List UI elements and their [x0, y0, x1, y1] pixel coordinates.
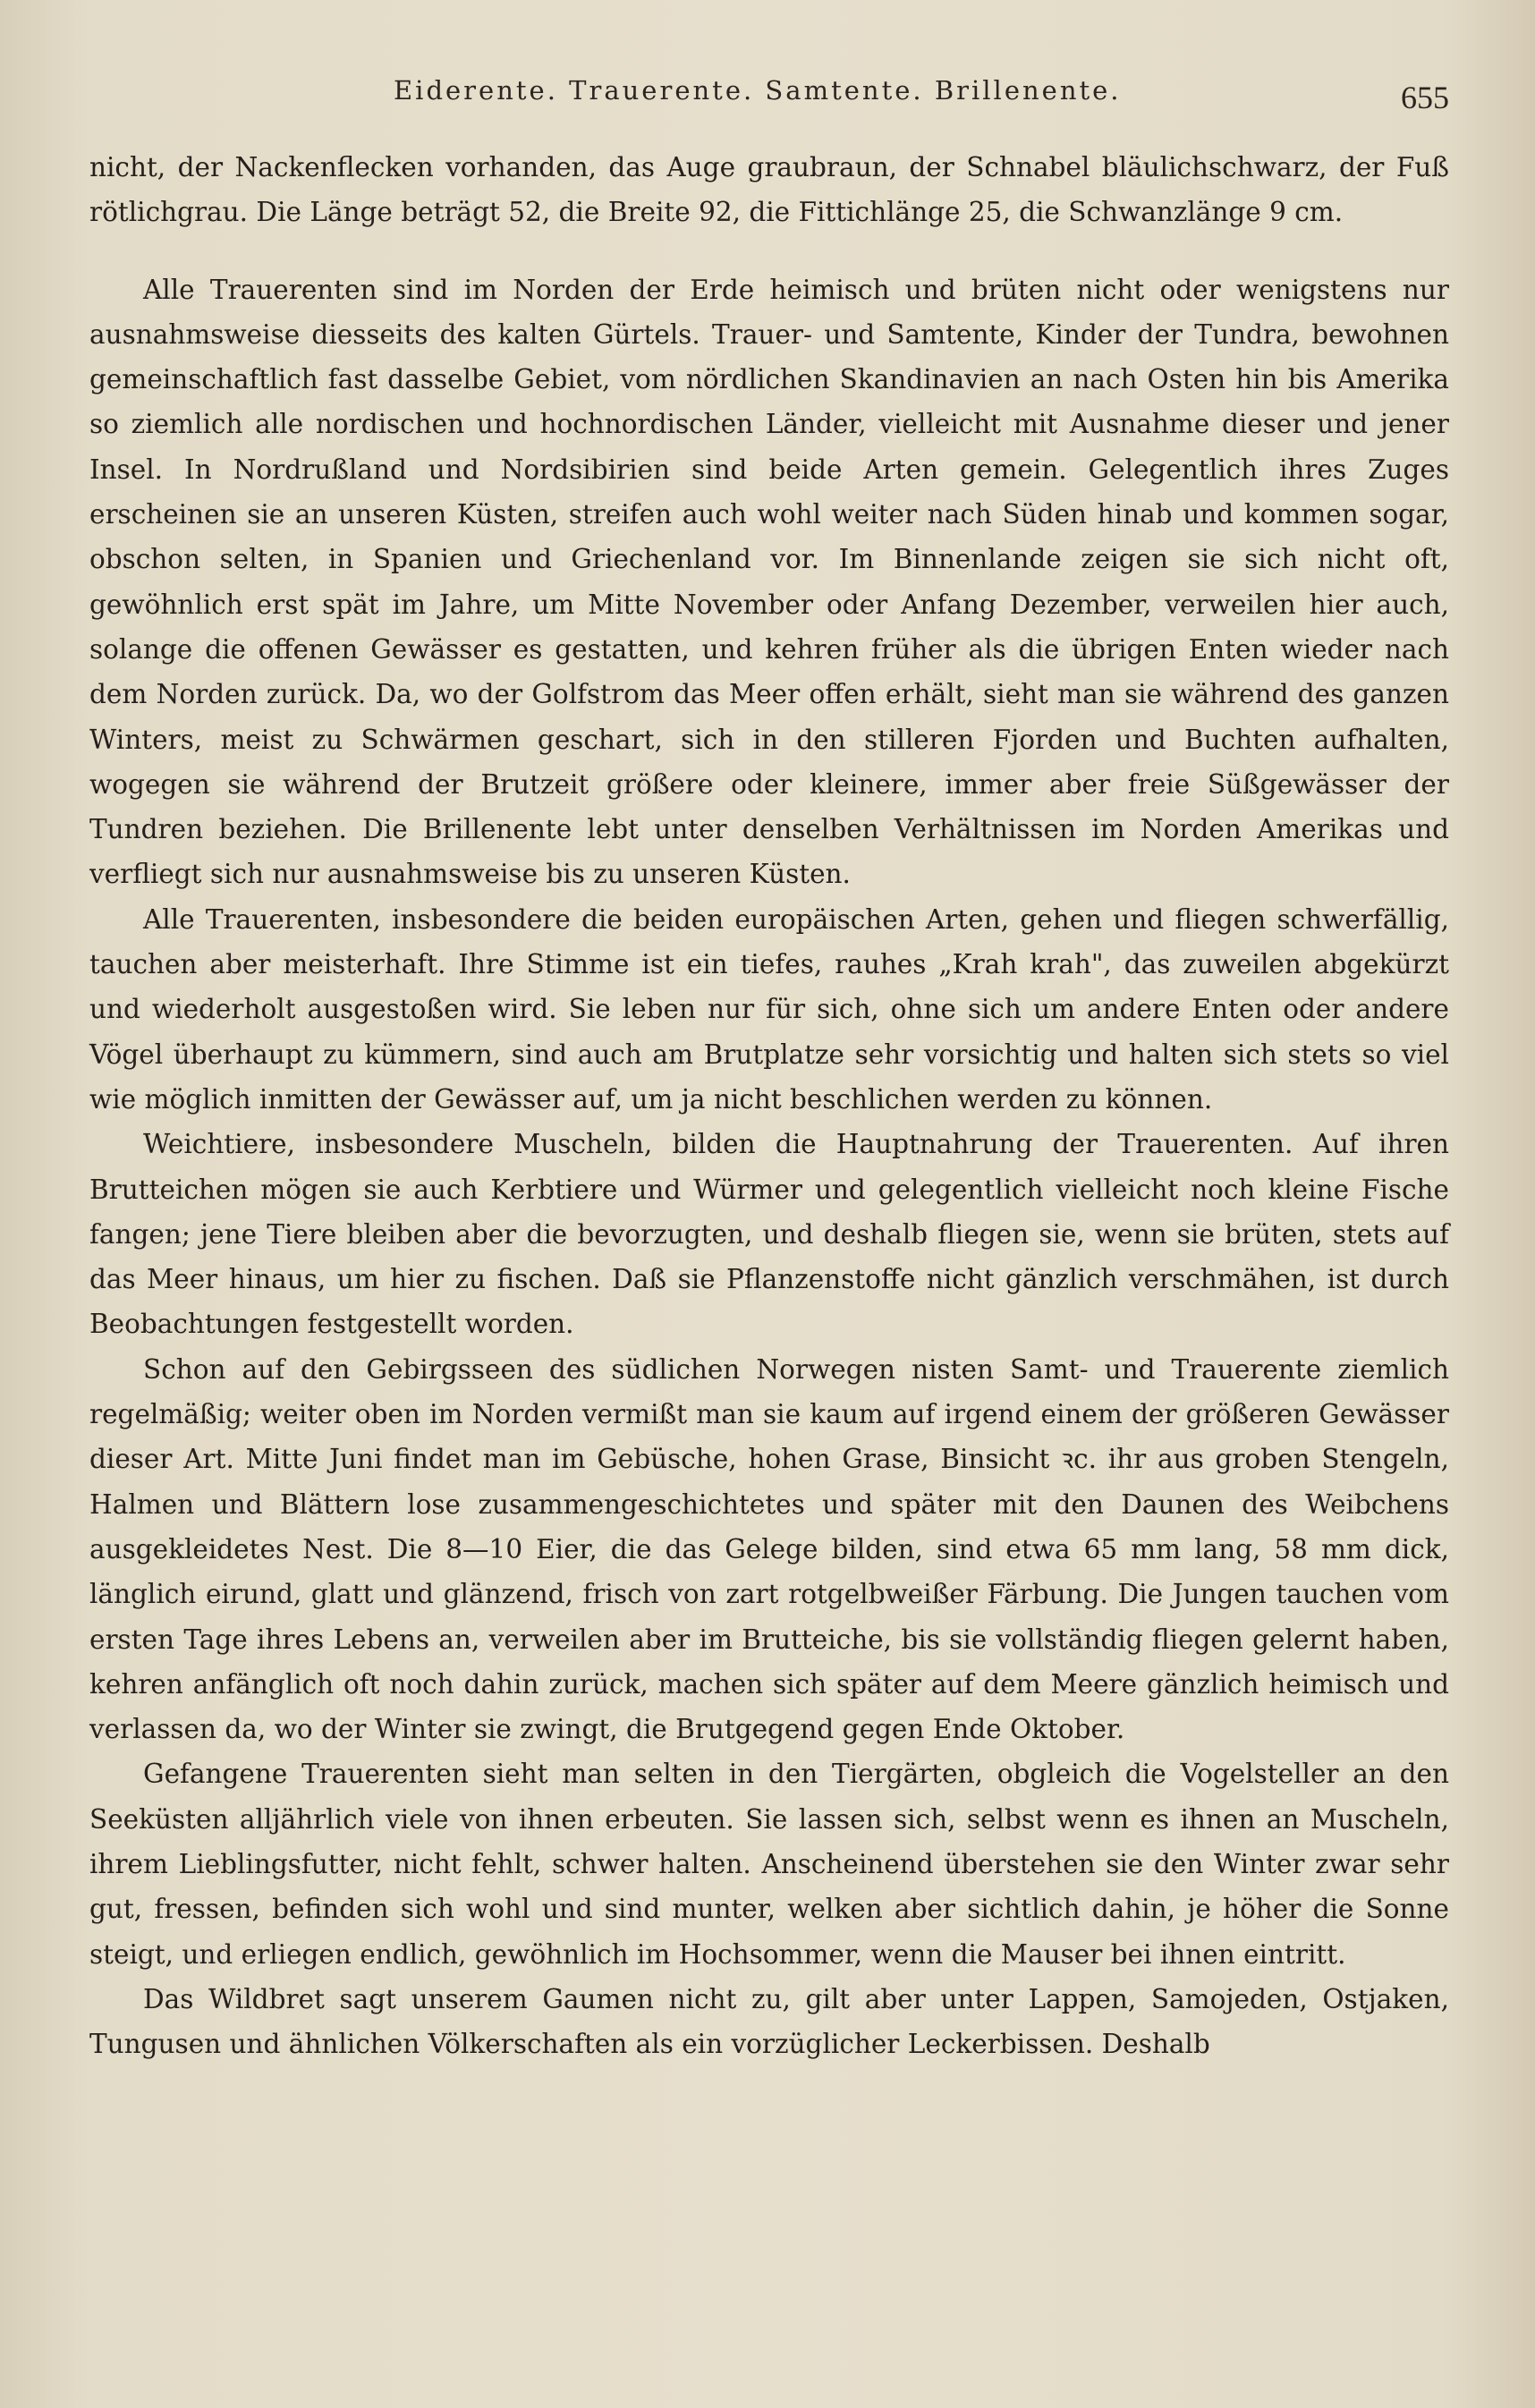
paragraph: Gefangene Trauerenten sieht man selten in den Tiergärten, obgleich die Vogelsteller an den Seeküsten alljährlich viele von ihnen erbeuten. Sie lassen sich, selbst wenn es ihnen an Muscheln, ihrem Lieblingsfutter, nicht fehlt, schwer halten. Anscheinend überstehen sie den Winter zwar sehr gut, fressen, befinden sich wohl und sind munter, welken aber sichtlich dahin, je höher die Sonne steigt, und erliegen endlich, gewöhnlich im Hochsommer, wenn die Mauser bei ihnen eintritt. — [89, 1759, 1449, 1970]
page-number: 655 — [1401, 80, 1449, 115]
body-text — [89, 145, 1449, 2066]
paragraph: Das Wildbret sagt unserem Gaumen nicht zu, gilt aber unter Lappen, Samojeden, Ostjaken, Tungusen und ähnlichen Völkerschaften als ein vorzüglicher Leckerbissen. Deshalb — [89, 1983, 1449, 2060]
page-header — [0, 70, 1535, 123]
paragraph: Alle Trauerenten, insbesondere die beiden europäischen Arten, gehen und fliegen schwerfällig, tauchen aber meisterhaft. Ihre Stimme ist ein tiefes, rauhes „Krah krah", das zuweilen abgekürzt und wiederholt ausgestoßen wird. Sie leben nur für sich, ohne sich um andere Enten oder andere Vögel überhaupt zu kümmern, sind auch am Brutplatze sehr vorsichtig und halten sich stets so viel wie möglich inmitten der Gewässer auf, um ja nicht beschlichen werden zu können. — [89, 903, 1449, 1115]
running-head: Eiderente. Trauerente. Samtente. Brillenente. — [394, 75, 1122, 106]
paragraph: Weichtiere, insbesondere Muscheln, bilden die Hauptnahrung der Trauerenten. Auf ihren Brutteichen mögen sie auch Kerbtiere und Würmer und gelegentlich vielleicht noch kleine Fische fangen; jene Tiere bleiben aber die bevorzugten, und deshalb fliegen sie, wenn sie brüten, stets auf das Meer hinaus, um hier zu fischen. Daß sie Pflanzenstoffe nicht gänzlich verschmähen, ist durch Beobachtungen festgestellt worden. — [89, 1129, 1449, 1340]
paragraph: Alle Trauerenten sind im Norden der Erde heimisch und brüten nicht oder wenigstens nur ausnahmsweise diesseits des kalten Gürtels. Trauer- und Samtente, Kinder der Tundra, bewohnen gemeinschaftlich fast dasselbe Gebiet, vom nördlichen Skandinavien an nach Osten hin bis Amerika so ziemlich alle nordischen und hochnordischen Länder, vielleicht mit Ausnahme dieser und jener Insel. In Nordrußland und Nordsibirien sind beide Arten gemein. Gelegentlich ihres Zuges erscheinen sie an unseren Küsten, streifen auch wohl weiter nach Süden hinab und kommen sogar, obschon selten, in Spanien und Griechenland vor. Im Binnenlande zeigen sie sich nicht oft, gewöhnlich erst spät im Jahre, um Mitte November oder Anfang Dezember, verweilen hier auch, solange die offenen Gewässer es gestatten, und kehren früher als die übrigen Enten wieder nach dem Norden zurück. Da, wo der Golfstrom das Meer offen erhält, sieht man sie während des ganzen Winters, meist zu Schwärmen geschart, sich in den stilleren Fjorden und Buchten aufhalten, wogegen sie während der Brutzeit größere oder kleinere, immer aber freie Süßgewässer der Tundren beziehen. Die Brillenente lebt unter denselben Verhältnissen im Norden Amerikas und verfliegt sich nur ausnahmsweise bis zu unseren Küsten. — [89, 274, 1449, 890]
paragraph: Schon auf den Gebirgsseen des südlichen Norwegen nisten Samt- und Trauerente ziemlich regelmäßig; weiter oben im Norden vermißt man sie kaum auf irgend einem der größeren Gewässer dieser Art. Mitte Juni findet man im Gebüsche, hohen Grase, Binsicht ꝛc. ihr aus groben Stengeln, Halmen und Blättern lose zusammengeschichtetes und später mit den Daunen des Weibchens ausgekleidetes Nest. Die 8—10 Eier, die das Gelege bilden, sind etwa 65 mm lang, 58 mm dick, länglich eirund, glatt und glänzend, frisch von zart rotgelbweißer Färbung. Die Jungen tauchen vom ersten Tage ihres Lebens an, verweilen aber im Brutteiche, bis sie vollständig fliegen gelernt haben, kehren anfänglich oft noch dahin zurück, machen sich später auf dem Meere gänzlich heimisch und verlassen da, wo der Winter sie zwingt, die Brutgegend gegen Ende Oktober. — [89, 1353, 1449, 1745]
paragraph-continued: nicht, der Nackenflecken vorhanden, das Auge graubraun, der Schnabel bläulichschwarz, der Fuß rötlichgrau. Die Länge beträgt 52, die Breite 92, die Fittichlänge 25, die Schwanzlänge 9 cm. — [89, 152, 1449, 228]
